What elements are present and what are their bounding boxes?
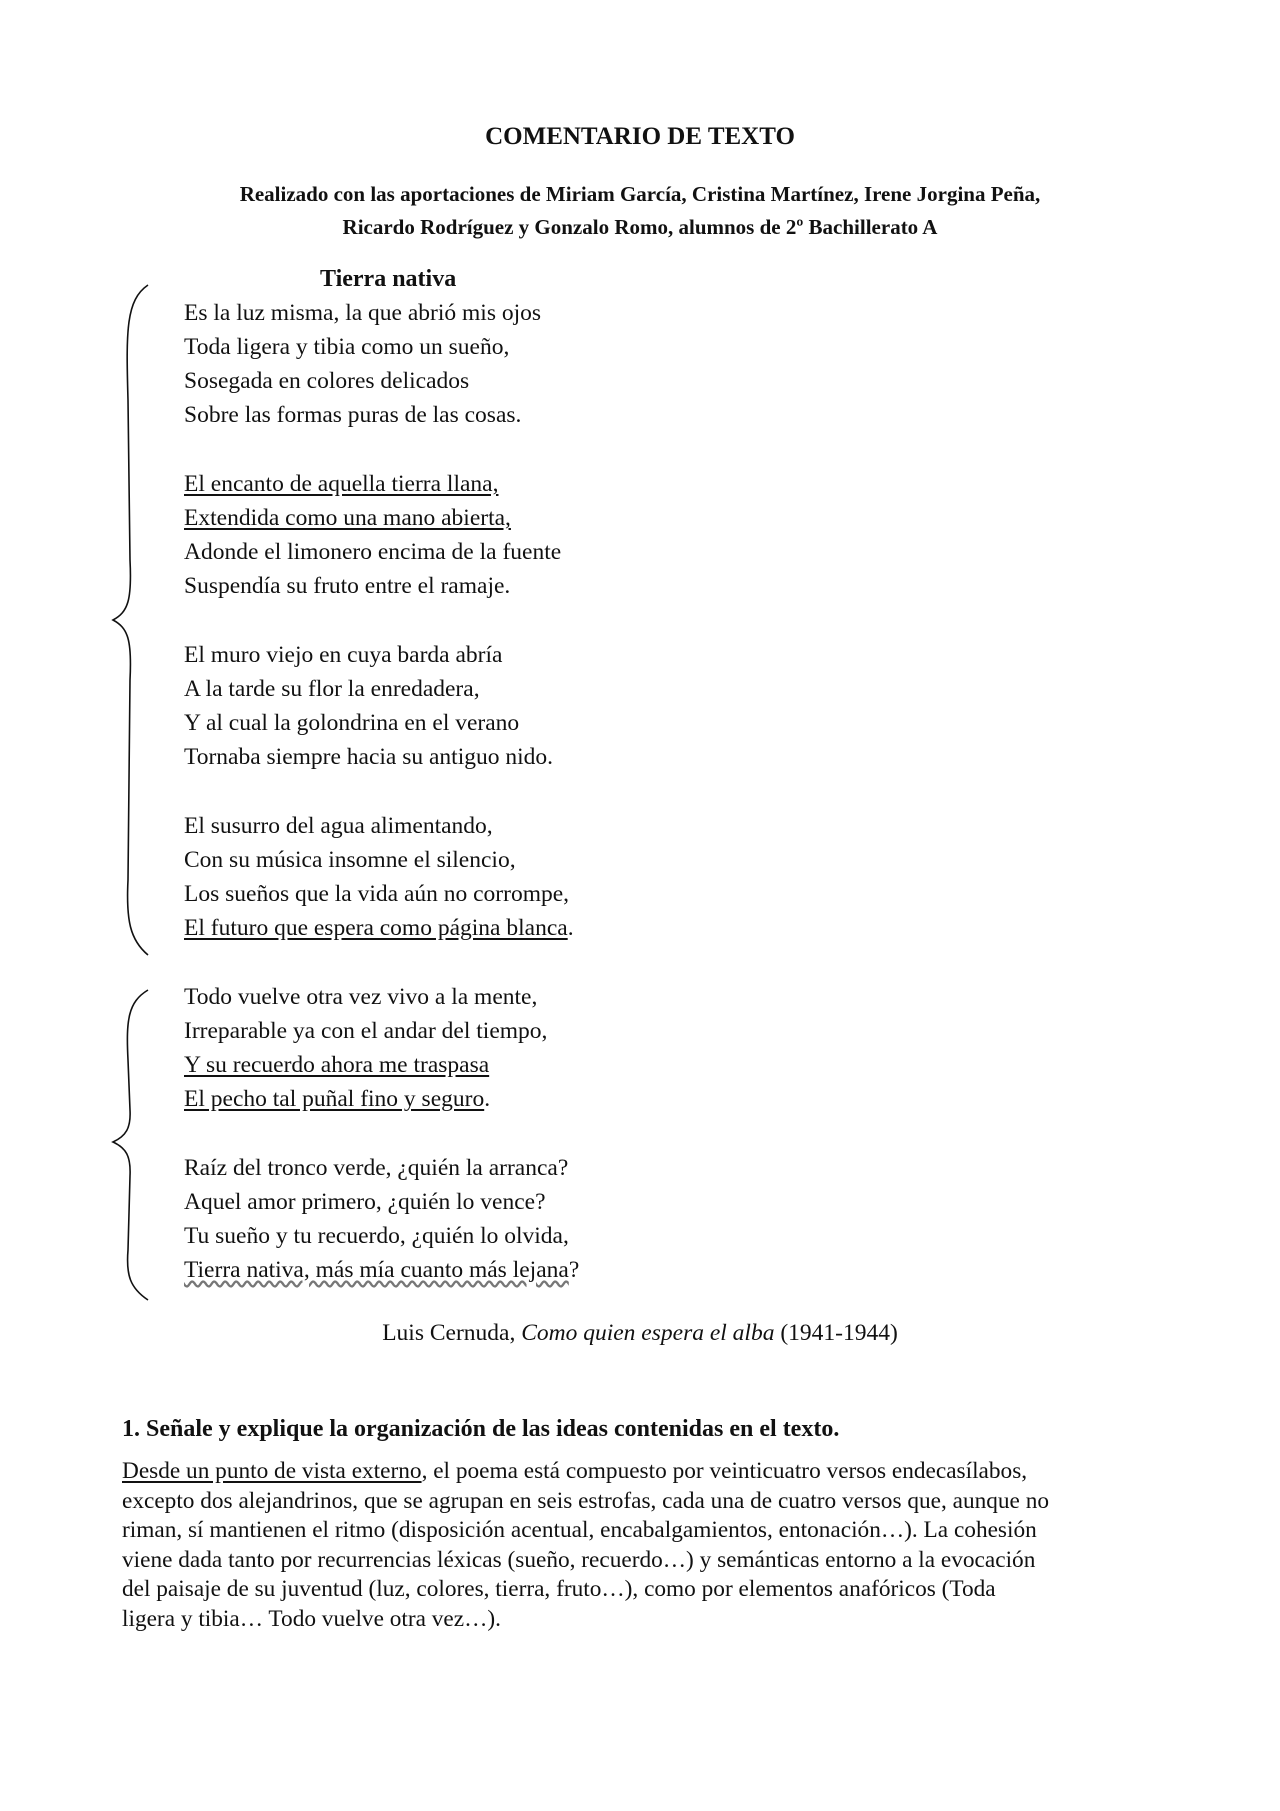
underlined-verse: Y su recuerdo ahora me traspasa bbox=[184, 1052, 490, 1078]
verse: Es la luz misma, la que abrió mis ojos bbox=[184, 300, 542, 326]
verse: Con su música insomne el silencio, bbox=[184, 847, 516, 873]
underlined-verse: Extendida como una mano abierta, bbox=[184, 505, 511, 531]
poem-title: Tierra nativa bbox=[320, 266, 457, 292]
verse: Tornaba siempre hacia su antiguo nido. bbox=[184, 744, 554, 770]
verse: El susurro del agua alimentando, bbox=[184, 813, 493, 839]
authors-line-2: Ricardo Rodríguez y Gonzalo Romo, alumnos de 2º Bachillerato A bbox=[342, 215, 938, 239]
verse: Todo vuelve otra vez vivo a la mente, bbox=[184, 984, 538, 1010]
verse: Aquel amor primero, ¿quién lo vence? bbox=[184, 1189, 546, 1215]
underlined-verse: El futuro que espera como página blanca bbox=[184, 915, 568, 941]
document-title: COMENTARIO DE TEXTO bbox=[485, 123, 795, 150]
verse-punctuation: . bbox=[484, 1086, 491, 1112]
verse bbox=[184, 1255, 579, 1285]
poem-years: (1941-1944) bbox=[780, 1320, 898, 1346]
verse: Suspendía su fruto entre el ramaje. bbox=[184, 573, 511, 599]
answer-line bbox=[122, 1457, 1167, 1487]
verse: Irreparable ya con el andar del tiempo, bbox=[184, 1018, 548, 1044]
poem-author: Luis Cernuda, bbox=[382, 1320, 516, 1346]
verse-punctuation: ? bbox=[568, 1257, 580, 1283]
verse-punctuation: . bbox=[567, 915, 574, 941]
brace-second-part bbox=[113, 990, 148, 1300]
verse bbox=[184, 1084, 490, 1114]
verse bbox=[184, 503, 511, 533]
poem-book: Como quien espera el alba bbox=[521, 1320, 775, 1346]
verse: Tu sueño y tu recuerdo, ¿quién lo olvida, bbox=[184, 1223, 569, 1249]
underlined-verse: Tierra nativa, más mía cuanto más lejana bbox=[184, 1257, 569, 1283]
verse bbox=[184, 913, 574, 943]
verse: Los sueños que la vida aún no corrompe, bbox=[184, 881, 570, 907]
question-1-heading: 1. Señale y explique la organización de las ideas contenidas en el texto. bbox=[122, 1416, 840, 1442]
answer-line: ligera y tibia… Todo vuelve otra vez…). bbox=[122, 1605, 501, 1632]
verse bbox=[184, 1050, 489, 1080]
underlined-phrase: Desde un punto de vista externo bbox=[122, 1458, 422, 1484]
authors-line-1: Realizado con las aportaciones de Miriam García, Cristina Martínez, Irene Jorgina Peña, bbox=[239, 182, 1041, 206]
brace-first-part bbox=[113, 285, 148, 955]
verse: Sosegada en colores delicados bbox=[184, 368, 470, 394]
answer-text: , el poema está compuesto por veinticuatro versos endecasílabos, bbox=[421, 1458, 1028, 1484]
poem-attribution bbox=[0, 1318, 1280, 1348]
underlined-verse: El pecho tal puñal fino y seguro bbox=[184, 1086, 485, 1112]
verse: Raíz del tronco verde, ¿quién la arranca? bbox=[184, 1155, 569, 1181]
underlined-verse: El encanto de aquella tierra llana, bbox=[184, 471, 499, 497]
verse: El muro viejo en cuya barda abría bbox=[184, 642, 503, 668]
verse: Adonde el limonero encima de la fuente bbox=[184, 539, 562, 565]
verse: Sobre las formas puras de las cosas. bbox=[184, 402, 522, 428]
question-1-answer bbox=[122, 1457, 1167, 1634]
verse: A la tarde su flor la enredadera, bbox=[184, 676, 480, 702]
verse: Y al cual la golondrina en el verano bbox=[184, 710, 520, 736]
answer-line: excepto dos alejandrinos, que se agrupan en seis estrofas, cada una de cuatro versos que, aunque no bbox=[122, 1487, 1050, 1514]
verse: Toda ligera y tibia como un sueño, bbox=[184, 334, 510, 360]
answer-line: del paisaje de su juventud (luz, colores, tierra, fruto…), como por elementos anafóricos (Toda bbox=[122, 1576, 996, 1602]
verse bbox=[184, 469, 498, 499]
answer-line: viene dada tanto por recurrencias léxicas (sueño, recuerdo…) y semánticas entorno a la evocación bbox=[122, 1546, 1036, 1573]
answer-line: riman, sí mantienen el ritmo (disposición acentual, encabalgamientos, entonación…). La cohesión bbox=[122, 1517, 1037, 1543]
